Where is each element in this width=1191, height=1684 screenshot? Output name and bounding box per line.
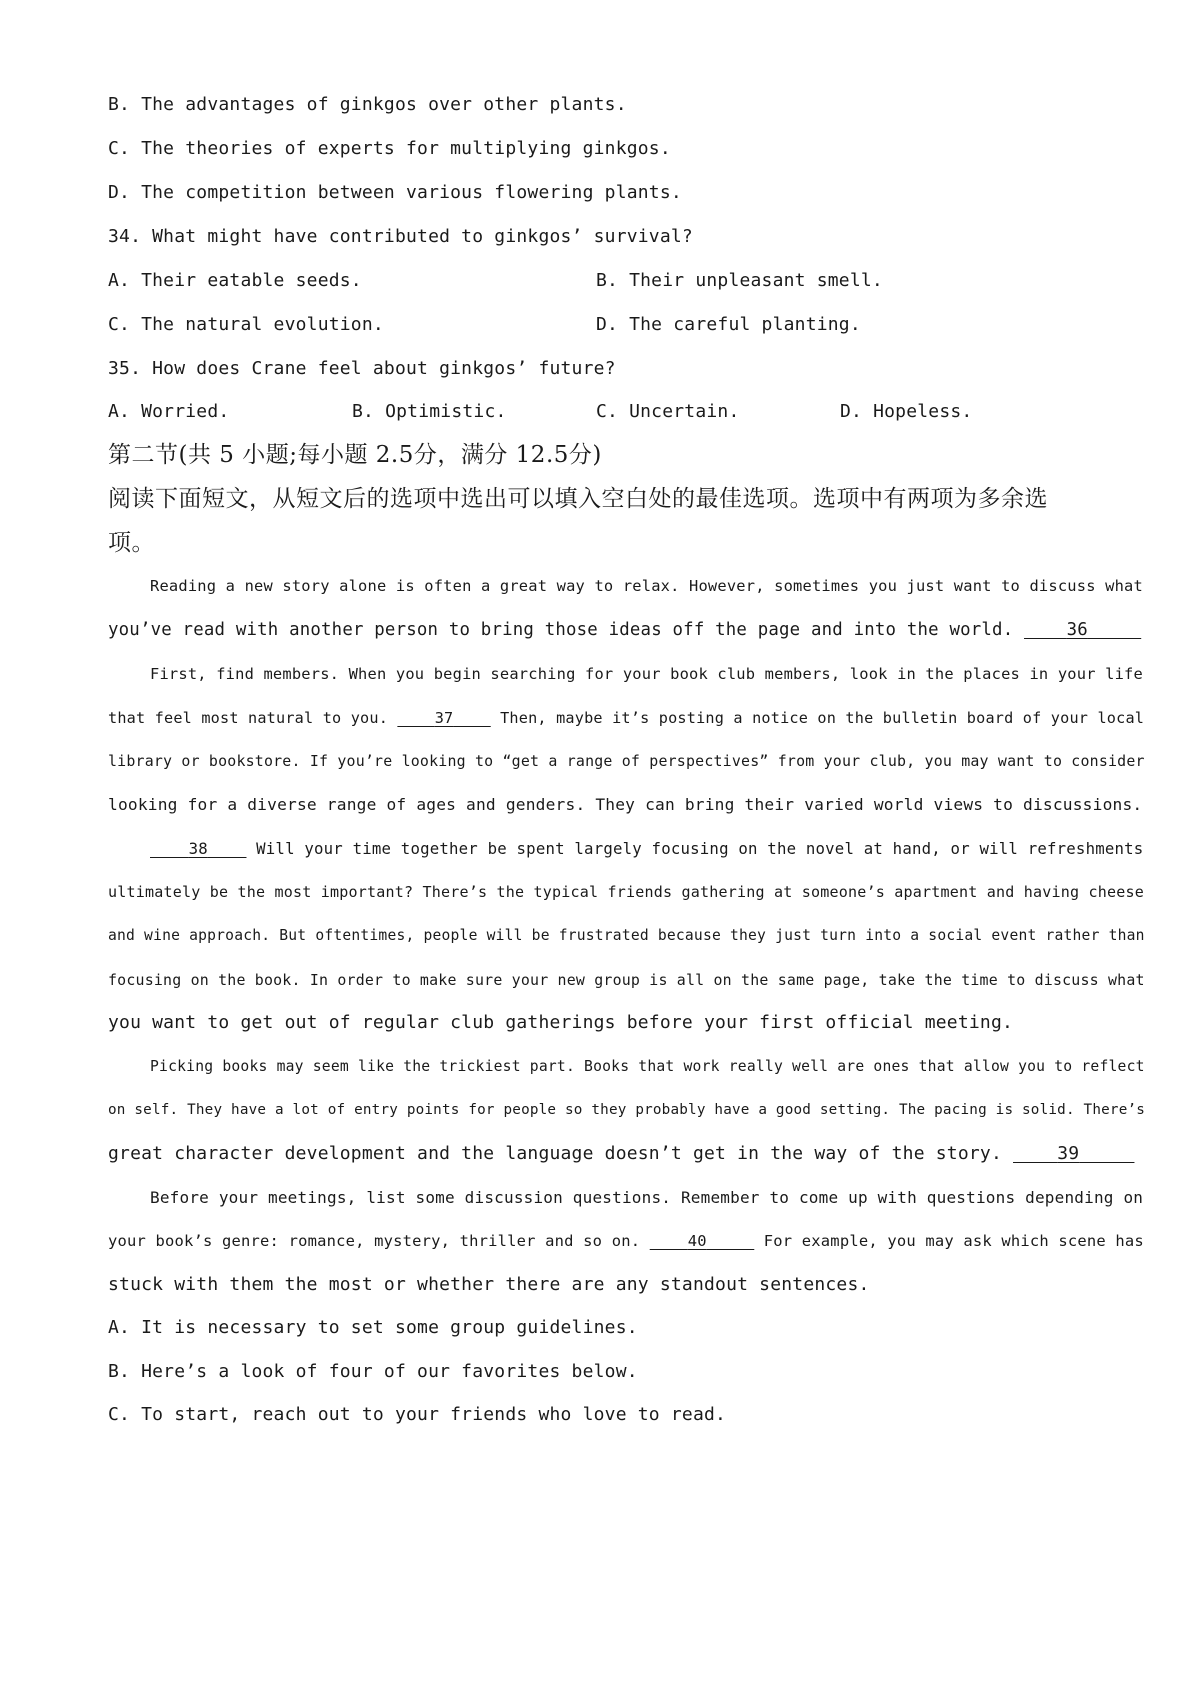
passage-p1-line2-text: you’ve read with another person to bring those ideas off the page and into the world.: [108, 620, 1025, 640]
blank-37-number: 37: [434, 709, 454, 727]
q34-option-b: B. Their unpleasant smell.: [596, 270, 883, 291]
blank-38: [150, 837, 246, 861]
section2-instruction-line1: 阅读下面短文，从短文后的选项中选出可以填入空白处的最佳选项。选项中有两项为多余选: [108, 486, 1048, 512]
passage-p5-line3: stuck with them the most or whether there are any standout sentences.: [108, 1274, 870, 1295]
passage-p4-line3-text: great character development and the language doesn’t get in the way of the story.: [108, 1143, 1014, 1164]
blank-38-number: 38: [188, 839, 208, 858]
passage-p1-line2: [108, 618, 1141, 642]
passage-p2-line2: [108, 706, 1144, 730]
q35-option-c: C. Uncertain.: [596, 401, 740, 422]
q33-option-c: C. The theories of experts for multiplying ginkgos.: [108, 138, 671, 159]
passage-p3-line5: you want to get out of regular club gatherings before your first official meeting.: [108, 1012, 1014, 1033]
passage-p3-line3: and wine approach. But oftentimes, people will be frustrated because they just turn into a social event rather than: [108, 927, 1145, 944]
answer-option-a: A. It is necessary to set some group guidelines.: [108, 1317, 638, 1338]
passage-p2-line3: library or bookstore. If you’re looking to “get a range of perspectives” from your club, you may want to consider: [108, 752, 1145, 770]
passage-p5-line2-pre: your book’s genre: romance, mystery, thriller and so on.: [108, 1232, 650, 1250]
blank-39: [1013, 1142, 1134, 1166]
blank-37: [397, 706, 490, 730]
passage-p2-line2-post: Then, maybe it’s posting a notice on the bulletin board of your local: [490, 709, 1145, 727]
q34-option-d: D. The careful planting.: [596, 314, 861, 335]
passage-p1-line1: Reading a new story alone is often a great way to relax. However, sometimes you just want to discuss what: [150, 577, 1143, 595]
passage-p5-line2-post: For example, you may ask which scene has: [754, 1232, 1144, 1250]
passage-p4-line2: on self. They have a lot of entry points for people so they probably have a good setting. The pacing is solid. There’s: [108, 1102, 1146, 1118]
q35-option-d: D. Hopeless.: [840, 401, 973, 422]
blank-39-number: 39: [1057, 1143, 1080, 1164]
answer-option-c: C. To start, reach out to your friends who love to read.: [108, 1404, 727, 1425]
q34-options-row1: [108, 269, 362, 293]
blank-40-number: 40: [687, 1232, 707, 1250]
passage-p2-line1: First, find members. When you begin searching for your book club members, look in the places in your life: [150, 665, 1143, 683]
passage-p2-line2-pre: that feel most natural to you.: [108, 709, 398, 727]
q33-option-d: D. The competition between various flowering plants.: [108, 182, 682, 203]
passage-p4-line3: [108, 1142, 1134, 1166]
blank-36: [1024, 618, 1141, 642]
passage-p4-line1: Picking books may seem like the trickiest part. Books that work really well are ones that allow you to reflect: [150, 1058, 1145, 1075]
q35-stem: 35. How does Crane feel about ginkgos’ future?: [108, 358, 616, 379]
q35-option-b: B. Optimistic.: [352, 401, 507, 422]
q34-option-c: C. The natural evolution.: [108, 314, 384, 335]
blank-36-number: 36: [1066, 620, 1088, 640]
passage-p2-line4: looking for a diverse range of ages and genders. They can bring their varied world views to discussions.: [108, 795, 1143, 814]
section2-instruction-line2: 项。: [108, 530, 155, 556]
passage-p3-line1-post: Will your time together be spent largely focusing on the novel at hand, or will refreshments: [246, 839, 1144, 858]
passage-p3-line2: ultimately be the most important? There’s the typical friends gathering at someone’s apartment and having cheese: [108, 883, 1144, 901]
passage-p5-line1: Before your meetings, list some discussion questions. Remember to come up with questions depending on: [150, 1188, 1144, 1207]
answer-option-b: B. Here’s a look of four of our favorites below.: [108, 1361, 638, 1382]
blank-40: [650, 1229, 755, 1253]
passage-p3-line1: [150, 837, 1143, 861]
q35-option-a: A. Worried.: [108, 401, 230, 422]
section2-heading: 第二节(共 5 小题;每小题 2.5分，满分 12.5分): [108, 442, 602, 468]
passage-p3-line4: focusing on the book. In order to make sure your new group is all on the same page, take the time to discuss what: [108, 971, 1145, 989]
passage-p5-line2: [108, 1229, 1144, 1253]
q33-option-b: B. The advantages of ginkgos over other plants.: [108, 94, 627, 115]
q34-option-a: A. Their eatable seeds.: [108, 270, 362, 291]
q34-stem: 34. What might have contributed to ginkgos’ survival?: [108, 226, 693, 247]
